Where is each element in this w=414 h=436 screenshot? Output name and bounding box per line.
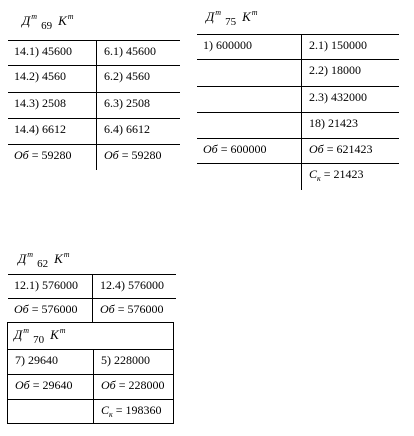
entry-debit: 14.1) 45600 bbox=[14, 44, 72, 58]
entry-credit: 2.2) 18000 bbox=[309, 63, 361, 77]
entry-debit: 14.2) 4560 bbox=[14, 69, 66, 83]
entry-credit: 6.2) 4560 bbox=[104, 69, 150, 83]
turnover-credit bbox=[101, 374, 164, 397]
turnover-label: Об bbox=[203, 142, 218, 156]
account-70-title bbox=[14, 326, 65, 346]
title-credit-letter: К bbox=[242, 9, 251, 24]
title-superscript: т bbox=[59, 326, 66, 335]
entry-credit: 6.4) 6612 bbox=[104, 122, 150, 136]
title-credit-letter: К bbox=[54, 251, 63, 266]
balance-subscript: к bbox=[317, 174, 321, 183]
turnover-value: = 576000 bbox=[117, 302, 164, 316]
title-superscript: т bbox=[67, 12, 74, 21]
entry-credit: 6.1) 45600 bbox=[104, 44, 156, 58]
title-superscript: т bbox=[63, 250, 70, 259]
turnover-value: = 59280 bbox=[121, 148, 162, 162]
closing-balance bbox=[309, 163, 364, 186]
entry-credit: 2.1) 150000 bbox=[309, 38, 367, 52]
turnover-label: Об bbox=[14, 302, 29, 316]
turnover-debit bbox=[14, 144, 71, 167]
turnover-debit bbox=[14, 298, 77, 321]
turnover-debit bbox=[203, 138, 266, 161]
account-62-title bbox=[18, 250, 69, 270]
account-number: 62 bbox=[37, 258, 49, 270]
turnover-value: = 621423 bbox=[326, 142, 373, 156]
balance-value: = 198360 bbox=[115, 403, 162, 417]
turnover-label: Об bbox=[101, 378, 116, 392]
title-debit-letter: Д bbox=[14, 327, 23, 342]
title-superscript: т bbox=[23, 326, 30, 335]
title-debit-letter: Д bbox=[22, 13, 31, 28]
turnover-credit bbox=[104, 144, 161, 167]
turnover-debit bbox=[15, 374, 72, 397]
turnover-value: = 228000 bbox=[118, 378, 165, 392]
account-75-title bbox=[206, 8, 257, 28]
title-superscript: т bbox=[27, 250, 34, 259]
entry-debit: 12.1) 576000 bbox=[14, 278, 78, 292]
entry-credit: 12.4) 576000 bbox=[100, 278, 164, 292]
entry-debit: 7) 29640 bbox=[15, 353, 58, 367]
turnover-label: Об bbox=[104, 148, 119, 162]
account-number: 75 bbox=[225, 16, 237, 28]
title-debit-letter: Д bbox=[206, 9, 215, 24]
account-70-ledger bbox=[7, 349, 174, 424]
entry-credit: 6.3) 2508 bbox=[104, 96, 150, 110]
account-69-title bbox=[22, 12, 73, 32]
account-number: 70 bbox=[33, 334, 45, 346]
turnover-credit bbox=[309, 138, 372, 161]
title-superscript: т bbox=[215, 8, 222, 17]
entry-debit: 1) 600000 bbox=[203, 38, 252, 52]
entry-credit: 2.3) 432000 bbox=[309, 90, 367, 104]
title-credit-letter: К bbox=[58, 13, 67, 28]
entry-credit: 5) 228000 bbox=[101, 353, 150, 367]
account-75-ledger bbox=[197, 34, 399, 190]
title-credit-letter: К bbox=[50, 327, 59, 342]
account-62-ledger bbox=[8, 274, 176, 322]
balance-label: С bbox=[101, 403, 110, 417]
balance-value: = 21423 bbox=[323, 167, 364, 181]
turnover-value: = 600000 bbox=[220, 142, 267, 156]
entry-debit: 14.4) 6612 bbox=[14, 122, 66, 136]
account-69-ledger bbox=[8, 40, 180, 170]
turnover-label: Об bbox=[15, 378, 30, 392]
title-superscript: т bbox=[31, 12, 38, 21]
turnover-label: Об bbox=[14, 148, 29, 162]
closing-balance bbox=[101, 399, 162, 422]
balance-label: С bbox=[309, 167, 318, 181]
title-debit-letter: Д bbox=[18, 251, 27, 266]
account-number: 69 bbox=[41, 20, 53, 32]
balance-subscript: к bbox=[109, 410, 113, 419]
turnover-value: = 59280 bbox=[31, 148, 72, 162]
title-superscript: т bbox=[251, 8, 258, 17]
turnover-credit bbox=[100, 298, 163, 321]
turnover-value: = 576000 bbox=[31, 302, 78, 316]
entry-debit: 14.3) 2508 bbox=[14, 96, 66, 110]
entry-credit: 18) 21423 bbox=[309, 116, 358, 130]
turnover-label: Об bbox=[309, 142, 324, 156]
turnover-value: = 29640 bbox=[32, 378, 73, 392]
turnover-label: Об bbox=[100, 302, 115, 316]
